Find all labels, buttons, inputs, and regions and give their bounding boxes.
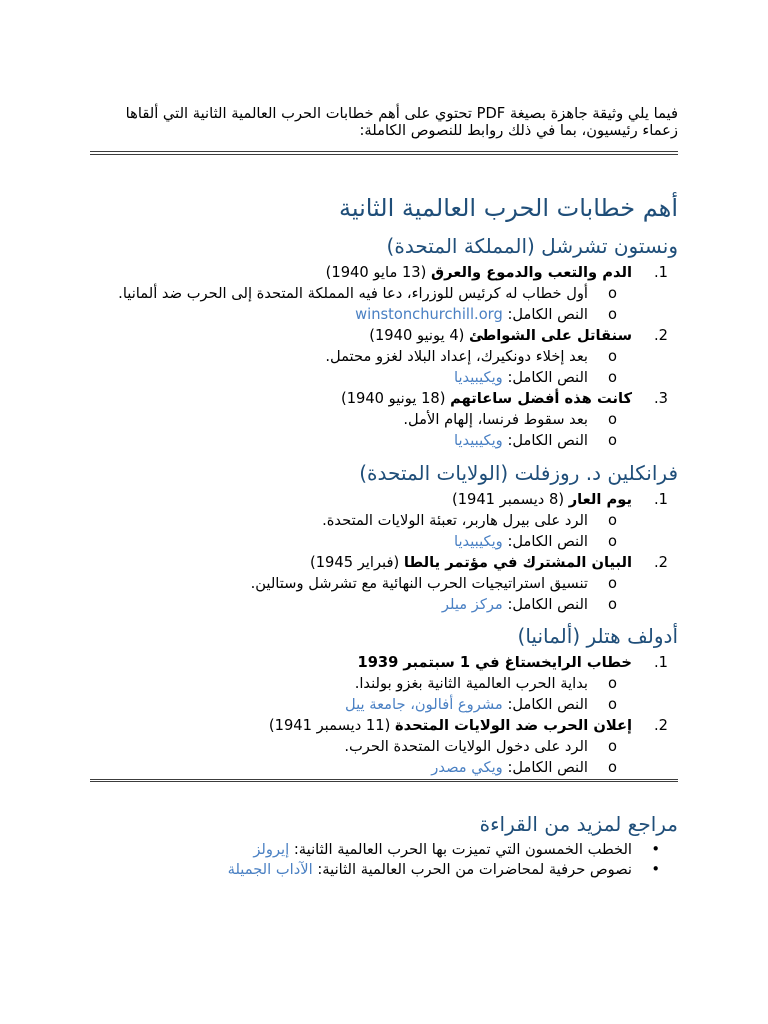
speech-summary: تنسيق استراتيجيات الحرب النهائية مع تشرشل وستالين. [250,574,588,592]
sub-bullet-marker: o [608,695,617,713]
speech-summary: بعد إخلاء دونكيرك، إعداد البلاد لغزو محتمل. [325,347,588,365]
speech-list [90,489,678,615]
list-number: 1. [654,653,668,671]
speech-summary-row [90,510,678,531]
section-heading: أدولف هتلر (ألمانيا) [517,624,678,648]
speech-title: البيان المشترك في مؤتمر يالطا [403,553,632,571]
bullet-marker: • [651,841,660,858]
full-text-link[interactable]: ويكيبيديا [454,368,503,386]
bullet-marker: • [651,861,660,878]
speech-title: خطاب الرايخستاغ في 1 سبتمبر 1939 [357,653,632,671]
reference-link[interactable]: إيرولز [253,841,290,858]
speech-summary-row [90,736,678,757]
speech-summary: أول خطاب له كرئيس للوزراء، دعا فيه المملكة المتحدة إلى الحرب ضد ألمانيا. [118,284,588,302]
speech-summary: الرد على بيرل هاربر، تعبئة الولايات المتحدة. [322,511,588,529]
speech-date: (8 ديسمبر 1941) [451,490,565,508]
sub-bullet-marker: o [608,758,617,776]
full-text-link[interactable]: مشروع أفالون، جامعة ييل [344,695,503,713]
full-text-row [90,430,678,451]
double-rule-divider [90,151,678,155]
speech-item [90,652,678,715]
references-heading: مراجع لمزيد من القراءة [479,812,678,836]
speech-heading-line [90,325,678,346]
speech-summary: الرد على دخول الولايات المتحدة الحرب. [344,737,588,755]
full-text-row [90,367,678,388]
reference-link[interactable]: الآداب الجميلة [227,861,313,878]
sub-bullet-marker: o [608,368,617,386]
speech-date: (18 يونيو 1940) [340,389,446,407]
full-text-row [90,304,678,325]
speech-summary-row [90,283,678,304]
list-number: 3. [654,389,668,407]
double-rule-divider [90,779,678,783]
sub-bullet-marker: o [608,674,617,692]
full-text-label: النص الكامل: [507,431,588,449]
reference-text: الخطب الخمسون التي تميزت بها الحرب العالمية الثانية: [293,841,632,858]
reference-item [90,860,678,880]
full-text-label: النص الكامل: [507,695,588,713]
speech-heading-line [90,715,678,736]
full-text-link[interactable]: ويكيبيديا [454,431,503,449]
speech-item [90,325,678,388]
full-text-label: النص الكامل: [507,758,588,776]
speech-item [90,715,678,778]
intro-paragraph: فيما يلي وثيقة جاهزة بصيغة PDF تحتوي على أهم خطابات الحرب العالمية الثانية التي ألقاها زعماء رئيسيون، بما في ذلك روابط للنصوص الكاملة: [125,105,678,139]
sub-bullet-marker: o [608,737,617,755]
speech-title: إعلان الحرب ضد الولايات المتحدة [394,716,632,734]
speech-title: سنقاتل على الشواطئ [469,326,632,344]
speech-title: كانت هذه أفضل ساعاتهم [450,389,632,407]
full-text-link[interactable]: ويكيبيديا [454,532,503,550]
speech-heading-line [90,489,678,510]
section-hitler [90,623,678,778]
speech-date: (13 مايو 1940) [325,263,427,281]
reference-text: نصوص حرفية لمحاضرات من الحرب العالمية الثانية: [317,861,632,878]
full-text-label: النص الكامل: [507,368,588,386]
speech-heading-line [90,552,678,573]
sub-bullet-marker: o [608,511,617,529]
speech-heading-line [90,652,678,673]
speech-heading-line [90,388,678,409]
speech-summary-row [90,673,678,694]
full-text-row [90,531,678,552]
sub-bullet-marker: o [608,284,617,302]
section-references [90,811,678,880]
full-text-label: النص الكامل: [507,305,588,323]
speech-summary: بعد سقوط فرنسا، إلهام الأمل. [403,410,588,428]
speech-list [90,262,678,451]
full-text-label: النص الكامل: [507,595,588,613]
speech-summary-row [90,346,678,367]
full-text-row [90,594,678,615]
speech-title: الدم والتعب والدموع والعرق [431,263,632,281]
speech-item [90,552,678,615]
speech-heading-line [90,262,678,283]
full-text-row [90,694,678,715]
full-text-link[interactable]: ويكي مصدر [431,758,503,776]
speech-summary-row [90,573,678,594]
speech-date: (4 يونيو 1940) [369,326,465,344]
speech-list [90,652,678,778]
list-number: 1. [654,263,668,281]
sub-bullet-marker: o [608,305,617,323]
section-heading: فرانكلين د. روزفلت (الولايات المتحدة) [359,461,678,485]
list-number: 2. [654,553,668,571]
speech-date: (فبراير 1945) [310,553,400,571]
full-text-link[interactable]: winstonchurchill.org [355,305,503,323]
sub-bullet-marker: o [608,347,617,365]
list-number: 2. [654,326,668,344]
speech-summary-row [90,409,678,430]
references-list [90,840,678,880]
sub-bullet-marker: o [608,431,617,449]
sub-bullet-marker: o [608,410,617,428]
full-text-label: النص الكامل: [507,532,588,550]
speech-item [90,262,678,325]
document-title: أهم خطابات الحرب العالمية الثانية [338,194,678,222]
reference-item [90,840,678,860]
speech-title: يوم العار [568,490,632,508]
section-heading: ونستون تشرشل (المملكة المتحدة) [386,234,678,258]
speech-item [90,388,678,451]
speech-date: (11 ديسمبر 1941) [268,716,391,734]
full-text-row [90,757,678,778]
speech-item [90,489,678,552]
section-roosevelt [90,460,678,615]
sub-bullet-marker: o [608,595,617,613]
sub-bullet-marker: o [608,574,617,592]
list-number: 1. [654,490,668,508]
section-churchill [90,233,678,451]
list-number: 2. [654,716,668,734]
sub-bullet-marker: o [608,532,617,550]
full-text-link[interactable]: مركز ميلر [441,595,503,613]
speech-summary: بداية الحرب العالمية الثانية بغزو بولندا. [354,674,588,692]
